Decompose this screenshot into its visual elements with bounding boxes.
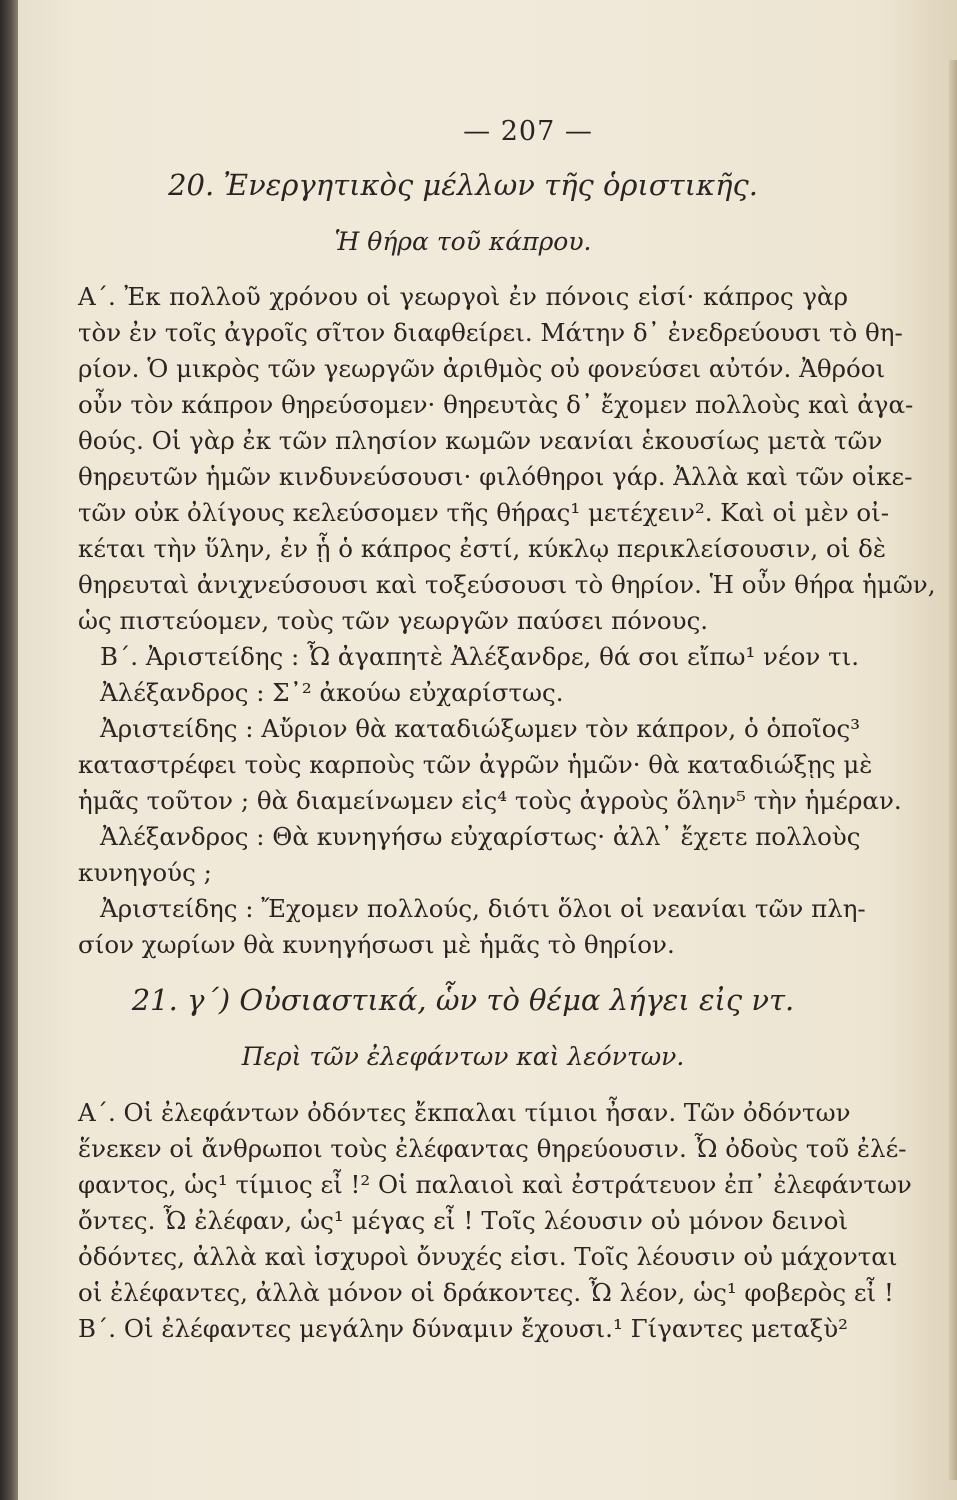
section-20-line: τῶν οὐκ ὀλίγους κελεύσομεν τῆς θήρας¹ μετέχειν². Καὶ οἱ μὲν οἰ- [78, 498, 890, 527]
section-21-line: Α΄. Οἱ ἐλεφάντων ὀδόντες ἔκπαλαι τίμιοι ἦσαν. Τῶν ὀδόντων [78, 1098, 851, 1127]
dialogue-line: κυνηγούς ; [78, 858, 212, 887]
section-20-line: οὖν τὸν κάπρον θηρεύσομεν· θηρευτὰς δ᾽ ἔχομεν πολλοὺς καὶ ἀγα- [78, 390, 914, 419]
section-20-line: ρίον. Ὁ μικρὸς τῶν γεωργῶν ἀριθμὸς οὐ φονεύσει αὐτόν. Ἀθρόοι [78, 354, 886, 383]
page-edge [949, 60, 957, 1480]
section-21-subtitle: Περὶ τῶν ἐλεφάντων καὶ λεόντων. [241, 1042, 685, 1071]
dialogue-line: Β΄. Ἀριστείδης : Ὦ ἀγαπητὲ Ἀλέξανδρε, θά σοι εἴπω¹ νέον τι. [100, 642, 860, 671]
section-20-line: τὸν ἐν τοῖς ἀγροῖς σῖτον διαφθείρει. Μάτην δ᾽ ἐνεδρεύουσι τὸ θη- [78, 318, 903, 347]
section-20-line: Α΄. Ἐκ πολλοῦ χρόνου οἱ γεωργοὶ ἐν πόνοις εἰσί· κάπρος γὰρ [78, 282, 848, 311]
section-21-line: οἱ ἐλέφαντες, ἀλλὰ μόνον οἱ δράκοντες. Ὦ λέον, ὡς¹ φοβερὸς εἶ ! [78, 1278, 894, 1307]
dialogue-line: Ἀλέξανδρος : Θὰ κυνηγήσω εὐχαρίστως· ἀλλ᾽ ἔχετε πολλοὺς [100, 822, 861, 851]
section-20-heading: 20. Ἐνεργητικὸς μέλλων τῆς ὁριστικῆς. [168, 168, 758, 202]
dialogue-line: Ἀριστείδης : Ἔχομεν πολλούς, διότι ὅλοι οἱ νεανίαι τῶν πλη- [100, 894, 866, 923]
section-21-line: φαντος, ὡς¹ τίμιος εἶ !² Οἱ παλαιοὶ καὶ ἐστράτευον ἐπ᾽ ἐλεφάντων [78, 1170, 912, 1199]
dialogue-line: Ἀλέξανδρος : Σ᾽² ἀκούω εὐχαρίστως. [100, 678, 564, 707]
section-20-line: ὡς πιστεύομεν, τοὺς τῶν γεωργῶν παύσει πόνους. [78, 606, 709, 635]
section-21-line: Β΄. Οἱ ἐλέφαντες μεγάλην δύναμιν ἔχουσι.¹ Γίγαντες μεταξὺ² [78, 1314, 848, 1343]
section-21-line: ἕνεκεν οἱ ἄνθρωποι τοὺς ἐλέφαντας θηρεύουσιν. Ὦ ὀδοὺς τοῦ ἐλέ- [78, 1134, 907, 1163]
section-20-line: κέται τὴν ὕλην, ἐν ᾗ ὁ κάπρος ἐστί, κύκλῳ περικλείσουσιν, οἱ δὲ [78, 534, 887, 563]
dialogue-line: σίον χωρίων θὰ κυνηγήσωσι μὲ ἡμᾶς τὸ θηρίον. [78, 930, 675, 959]
section-20-line: θούς. Οἱ γὰρ ἐκ τῶν πλησίον κωμῶν νεανίαι ἑκουσίως μετὰ τῶν [78, 426, 883, 455]
section-21-heading: 21. γ΄) Οὐσιαστικά, ὧν τὸ θέμα λήγει εἰς ντ. [131, 983, 795, 1017]
book-binding [0, 0, 18, 1500]
dialogue-line: ἡμᾶς τοῦτον ; θὰ διαμείνωμεν εἰς⁴ τοὺς ἀγροὺς ὅλην⁵ τὴν ἡμέραν. [78, 786, 902, 815]
dialogue-line: Ἀριστείδης : Αὔριον θὰ καταδιώξωμεν τὸν κάπρον, ὁ ὁποῖος³ [100, 714, 861, 743]
page-number: — 207 — [463, 116, 593, 147]
section-21-line: ὄντες. Ὦ ἐλέφαν, ὡς¹ μέγας εἶ ! Τοῖς λέουσιν οὐ μόνον δεινοὶ [78, 1206, 848, 1235]
book-page [18, 0, 957, 1500]
section-21-line: ὀδόντες, ἀλλὰ καὶ ἰσχυροὶ ὄνυχές εἰσι. Τοῖς λέουσιν οὐ μάχονται [78, 1242, 898, 1271]
section-20-line: θηρευταὶ ἀνιχνεύσουσι καὶ τοξεύσουσι τὸ θηρίον. Ἡ οὖν θήρα ἡμῶν, [78, 570, 936, 599]
section-20-subtitle: Ἡ θήρα τοῦ κάπρου. [334, 227, 592, 256]
dialogue-line: καταστρέφει τοὺς καρποὺς τῶν ἀγρῶν ἡμῶν· θὰ καταδιώξῃς μὲ [78, 750, 873, 779]
section-20-line: θηρευτῶν ἡμῶν κινδυνεύσουσι· φιλόθηροι γάρ. Ἀλλὰ καὶ τῶν οἰκε- [78, 462, 913, 491]
